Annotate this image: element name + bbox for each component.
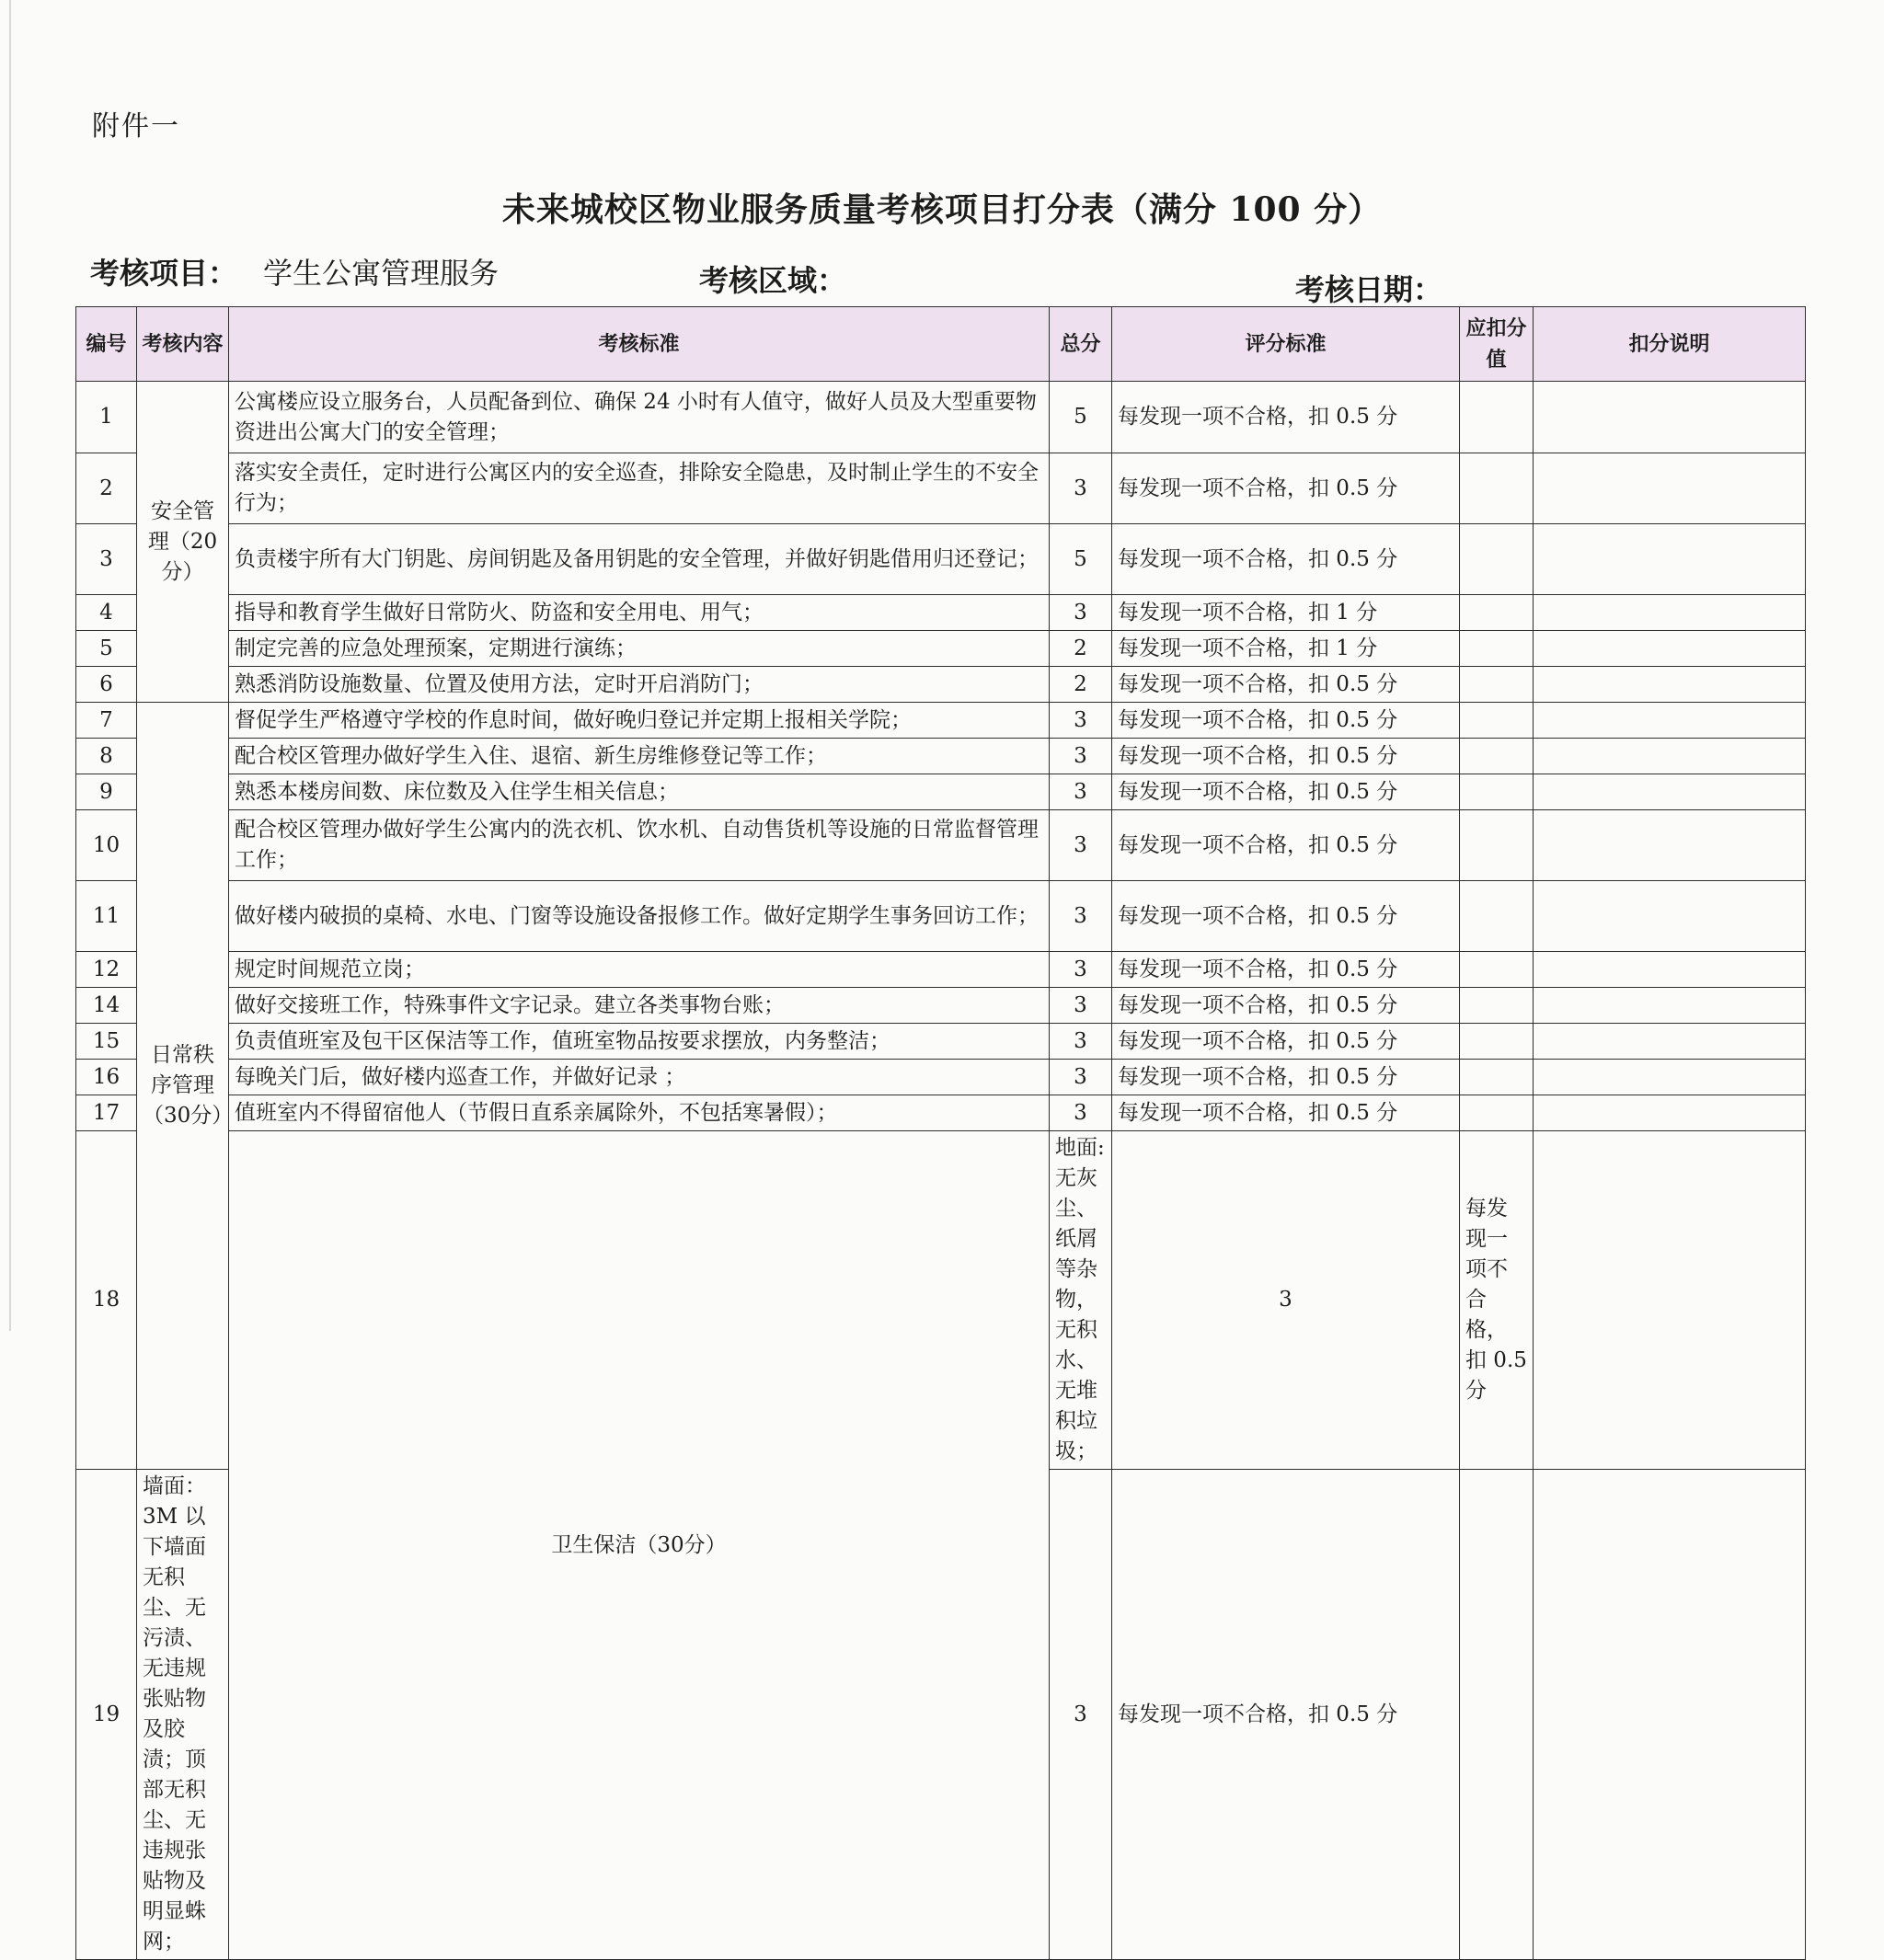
row-rule: 每发现一项不合格，扣 0.5 分	[1112, 810, 1460, 881]
row-standard: 督促学生严格遵守学校的作息时间，做好晚归登记并定期上报相关学院；	[229, 703, 1050, 739]
row-rule: 每发现一项不合格，扣 1 分	[1112, 631, 1460, 667]
row-score: 3	[1050, 881, 1112, 952]
row-no: 8	[76, 739, 137, 774]
row-score: 3	[1050, 774, 1112, 810]
row-deduct-input[interactable]	[1460, 1060, 1534, 1095]
row-rule: 每发现一项不合格，扣 0.5 分	[1112, 1095, 1460, 1131]
row-note-input[interactable]	[1534, 810, 1806, 881]
row-rule: 每发现一项不合格，扣 0.5 分	[1112, 774, 1460, 810]
row-note-input[interactable]	[1534, 988, 1806, 1024]
page-title: 未来城校区物业服务质量考核项目打分表（满分 100 分）	[501, 190, 1383, 229]
row-deduct-input[interactable]	[1460, 453, 1534, 524]
date-field	[1295, 267, 1442, 309]
row-no: 17	[76, 1095, 137, 1131]
table-row	[76, 1060, 1806, 1095]
row-no: 18	[76, 1131, 137, 1470]
row-standard: 落实安全责任，定时进行公寓区内的安全巡查，排除安全隐患，及时制止学生的不安全行为；	[229, 453, 1050, 524]
table-row	[76, 774, 1806, 810]
table-row	[76, 595, 1806, 631]
row-deduct-input[interactable]	[1460, 382, 1534, 453]
table-row	[76, 1024, 1806, 1060]
row-standard: 规定时间规范立岗；	[229, 952, 1050, 988]
row-rule: 每发现一项不合格，扣 0.5 分	[1112, 1024, 1460, 1060]
row-standard: 地面:无灰尘、纸屑等杂物，无积水、无堆积垃圾；	[1050, 1131, 1112, 1470]
row-deduct-input[interactable]	[1460, 881, 1534, 952]
row-rule: 每发现一项不合格，扣 0.5 分	[1112, 703, 1460, 739]
category-daily: 日常秩序管理（30分）	[137, 703, 229, 1470]
row-deduct-input[interactable]	[1460, 631, 1534, 667]
date-label: 考核日期：	[1295, 272, 1443, 307]
header-standard: 考核标准	[229, 307, 1050, 382]
header-deduct: 应扣分值	[1460, 307, 1534, 382]
row-standard: 配合校区管理办做好学生入住、退宿、新生房维修登记等工作；	[229, 739, 1050, 774]
row-deduct-input[interactable]	[1460, 595, 1534, 631]
row-no: 10	[76, 810, 137, 881]
row-rule: 每发现一项不合格，扣 0.5 分	[1112, 739, 1460, 774]
table-row	[76, 739, 1806, 774]
row-rule: 每发现一项不合格，扣 0.5 分	[1112, 952, 1460, 988]
table-row	[76, 1131, 1806, 1470]
header-row	[76, 307, 1806, 382]
row-note-input[interactable]	[1534, 631, 1806, 667]
header-scoring: 评分标准	[1112, 307, 1460, 382]
row-note-input[interactable]	[1534, 595, 1806, 631]
row-standard: 制定完善的应急处理预案，定期进行演练；	[229, 631, 1050, 667]
row-no: 11	[76, 881, 137, 952]
row-standard: 负责值班室及包干区保洁等工作，值班室物品按要求摆放，内务整洁；	[229, 1024, 1050, 1060]
row-note-input[interactable]	[1534, 952, 1806, 988]
row-no: 19	[76, 1470, 137, 1960]
row-score: 5	[1050, 524, 1112, 595]
row-standard: 值班室内不得留宿他人（节假日直系亲属除外，不包括寒暑假）；	[229, 1095, 1050, 1131]
row-score: 2	[1050, 631, 1112, 667]
row-deduct-input[interactable]	[1460, 1024, 1534, 1060]
row-standard: 负责楼宇所有大门钥匙、房间钥匙及备用钥匙的安全管理，并做好钥匙借用归还登记；	[229, 524, 1050, 595]
row-score: 3	[1050, 739, 1112, 774]
row-standard: 做好交接班工作，特殊事件文字记录。建立各类事物台账；	[229, 988, 1050, 1024]
row-standard: 熟悉消防设施数量、位置及使用方法，定时开启消防门；	[229, 667, 1050, 703]
row-rule: 每发现一项不合格，扣 0.5 分	[1112, 1470, 1460, 1960]
area-field	[699, 258, 846, 300]
row-no: 2	[76, 453, 137, 524]
row-no: 4	[76, 595, 137, 631]
header-content: 考核内容	[137, 307, 229, 382]
table-row	[76, 881, 1806, 952]
row-note-input[interactable]	[1534, 453, 1806, 524]
row-no: 5	[76, 631, 137, 667]
row-deduct-input[interactable]	[1460, 524, 1534, 595]
table-row	[76, 703, 1806, 739]
row-rule: 每发现一项不合格，扣 0.5 分	[1112, 988, 1460, 1024]
row-score: 3	[1050, 1060, 1112, 1095]
category-hygiene: 卫生保洁（30分）	[229, 1131, 1050, 1960]
row-standard: 熟悉本楼房间数、床位数及入住学生相关信息；	[229, 774, 1050, 810]
row-score: 2	[1050, 667, 1112, 703]
score-table	[75, 306, 1806, 1960]
row-standard: 公寓楼应设立服务台，人员配备到位、确保 24 小时有人值守，做好人员及大型重要物资进出公寓大门的安全管理；	[229, 382, 1050, 453]
row-note-input[interactable]	[1534, 382, 1806, 453]
row-standard: 指导和教育学生做好日常防火、防盗和安全用电、用气；	[229, 595, 1050, 631]
header-total: 总分	[1050, 307, 1112, 382]
row-no: 7	[76, 703, 137, 739]
header-no: 编号	[76, 307, 137, 382]
row-rule: 每发现一项不合格，扣 0.5 分	[1112, 453, 1460, 524]
row-note-input[interactable]	[1534, 703, 1806, 739]
area-label: 考核区域：	[699, 263, 847, 298]
row-deduct-input[interactable]	[1460, 988, 1534, 1024]
table-row	[76, 524, 1806, 595]
table-row	[76, 453, 1806, 524]
row-score: 3	[1050, 952, 1112, 988]
row-deduct-input[interactable]	[1460, 667, 1534, 703]
row-score: 3	[1050, 1095, 1112, 1131]
attachment-label: 附件一	[92, 110, 180, 143]
row-deduct-input[interactable]	[1460, 810, 1534, 881]
row-no: 9	[76, 774, 137, 810]
row-standard: 配合校区管理办做好学生公寓内的洗衣机、饮水机、自动售货机等设施的日常监督管理工作；	[229, 810, 1050, 881]
table-row	[76, 1095, 1806, 1131]
row-no: 6	[76, 667, 137, 703]
table-row	[76, 810, 1806, 881]
row-deduct-input[interactable]	[1460, 739, 1534, 774]
category-safety: 安全管理（20分）	[137, 382, 229, 703]
row-score: 3	[1050, 703, 1112, 739]
row-score: 3	[1050, 453, 1112, 524]
row-no: 1	[76, 382, 137, 453]
table-row	[76, 952, 1806, 988]
row-rule: 每发现一项不合格，扣 0.5 分	[1112, 524, 1460, 595]
row-score: 3	[1112, 1131, 1460, 1470]
row-rule: 每发现一项不合格，扣 0.5 分	[1112, 382, 1460, 453]
row-score: 3	[1050, 595, 1112, 631]
row-note-input[interactable]	[1534, 1024, 1806, 1060]
table-row	[76, 631, 1806, 667]
row-deduct-input[interactable]	[1460, 1470, 1534, 1960]
row-standard: 墙面： 3M 以下墙面无积尘、无污渍、无违规张贴物及胶渍；顶部无积尘、无违规张贴物及明显蛛网；	[137, 1470, 229, 1960]
row-rule: 每发现一项不合格，扣 1 分	[1112, 595, 1460, 631]
row-note-input[interactable]	[1534, 739, 1806, 774]
row-deduct-input[interactable]	[1460, 1095, 1534, 1131]
project-field	[90, 250, 499, 292]
row-note-input[interactable]	[1534, 1470, 1806, 1960]
row-rule: 每发现一项不合格，扣 0.5 分	[1112, 667, 1460, 703]
row-no: 16	[76, 1060, 137, 1095]
row-deduct-input[interactable]	[1460, 952, 1534, 988]
row-no: 3	[76, 524, 137, 595]
row-deduct-input[interactable]	[1534, 1131, 1806, 1470]
row-score: 5	[1050, 382, 1112, 453]
project-label: 考核项目：	[90, 256, 238, 291]
row-deduct-input[interactable]	[1460, 703, 1534, 739]
table-row	[76, 667, 1806, 703]
row-no: 14	[76, 988, 137, 1024]
table-row	[76, 988, 1806, 1024]
row-standard: 每晚关门后，做好楼内巡查工作，并做好记录 ；	[229, 1060, 1050, 1095]
row-note-input[interactable]	[1534, 881, 1806, 952]
project-value: 学生公寓管理服务	[263, 256, 500, 291]
row-score: 3	[1050, 1024, 1112, 1060]
row-rule: 每发现一项不合格，扣 0.5 分	[1112, 1060, 1460, 1095]
row-rule: 每发现一项不合格，扣 0.5 分	[1112, 881, 1460, 952]
row-rule: 每发现一项不合格，扣 0.5 分	[1460, 1131, 1534, 1470]
header-note: 扣分说明	[1534, 307, 1806, 382]
row-note-input[interactable]	[1534, 1060, 1806, 1095]
row-score: 3	[1050, 1470, 1112, 1960]
row-note-input[interactable]	[1534, 774, 1806, 810]
row-note-input[interactable]	[1534, 1095, 1806, 1131]
row-no: 15	[76, 1024, 137, 1060]
row-no: 12	[76, 952, 137, 988]
row-score: 3	[1050, 810, 1112, 881]
row-standard: 做好楼内破损的桌椅、水电、门窗等设施设备报修工作。做好定期学生事务回访工作；	[229, 881, 1050, 952]
row-note-input[interactable]	[1534, 667, 1806, 703]
row-score: 3	[1050, 988, 1112, 1024]
row-note-input[interactable]	[1534, 524, 1806, 595]
row-deduct-input[interactable]	[1460, 774, 1534, 810]
table-row	[76, 382, 1806, 453]
